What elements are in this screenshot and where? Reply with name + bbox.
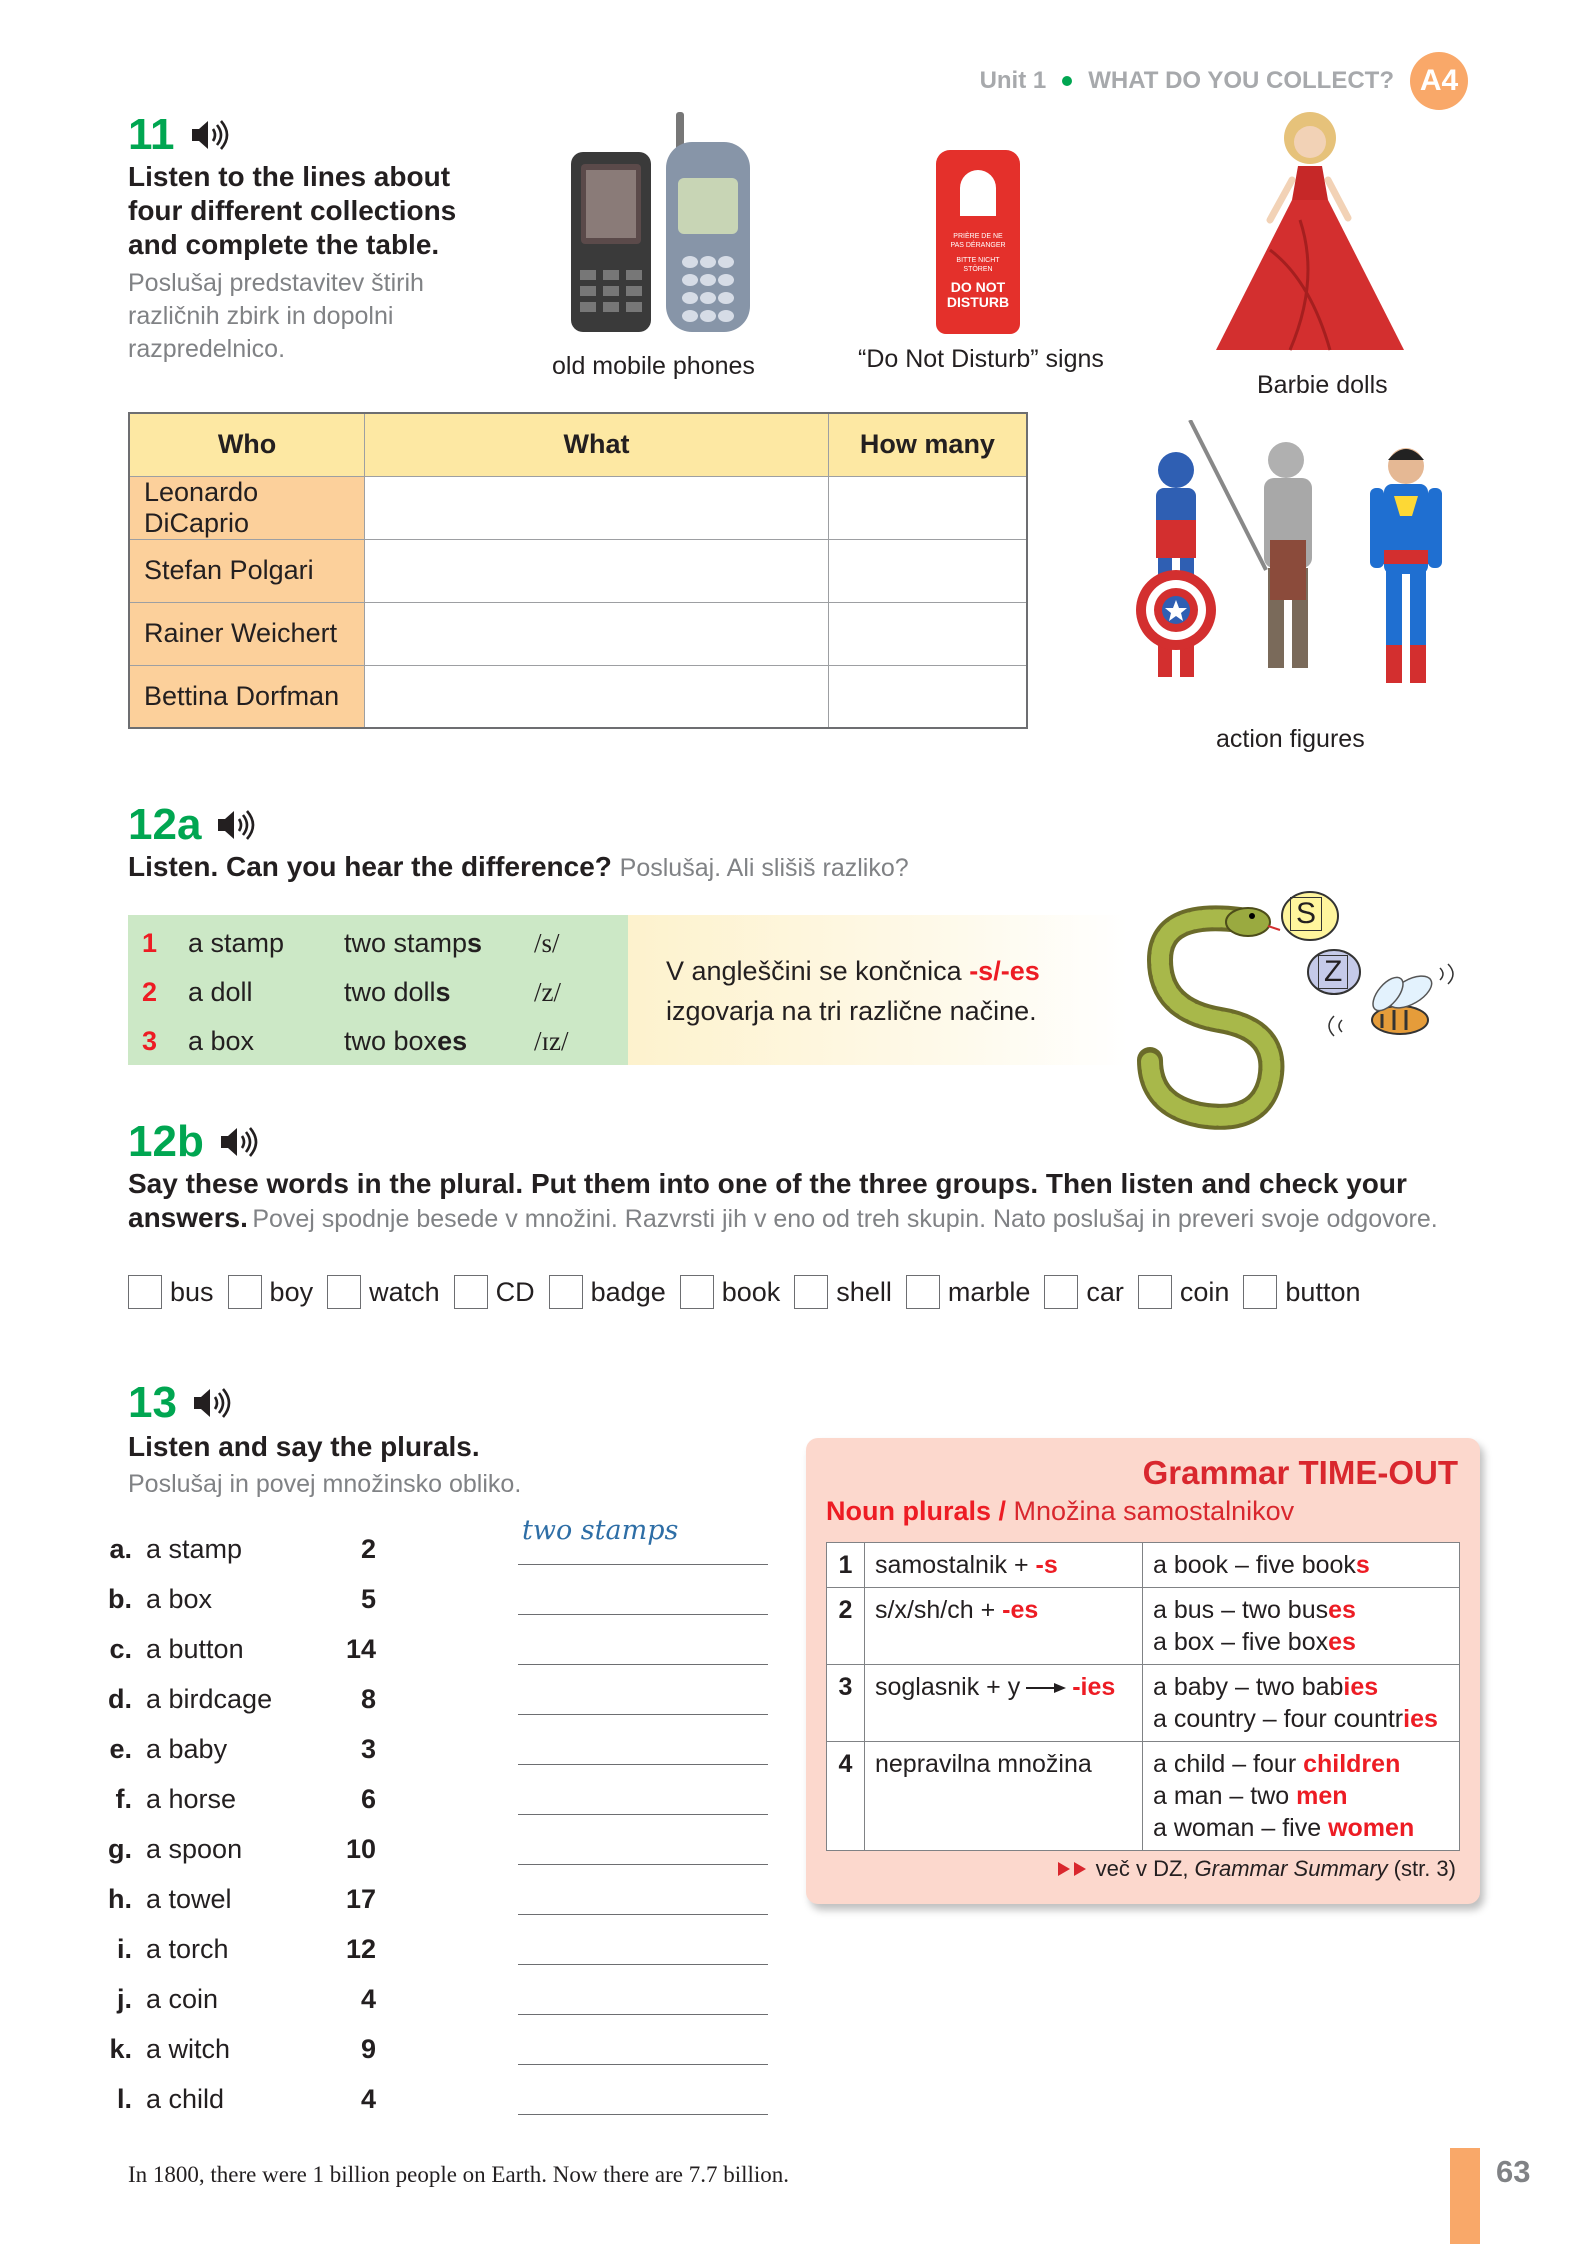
sound-row xyxy=(128,919,628,968)
caption-phones: old mobile phones xyxy=(552,352,755,380)
item-count: 4 xyxy=(360,1984,376,2014)
caption-signs: “Do Not Disturb” signs xyxy=(858,345,1104,373)
row-number: 3 xyxy=(142,1026,158,1056)
exercise-12a-instruction xyxy=(128,850,909,885)
item-letter: c. xyxy=(109,1634,132,1664)
translation-text: Povej spodnje besede v množini. Razvrsti jih v eno od treh skupin. Nato poslušaj in preveri svoje odgovore. xyxy=(252,1205,1438,1233)
list-item xyxy=(90,1565,376,1615)
item-count: 17 xyxy=(345,1884,376,1914)
item-letter: d. xyxy=(108,1684,132,1714)
rule-cell xyxy=(865,1543,1143,1588)
answer-line[interactable] xyxy=(518,1915,768,1965)
sound-rows xyxy=(128,915,628,1065)
sign-line: DISTURB xyxy=(946,294,1010,310)
word-option xyxy=(680,1275,781,1309)
sign-line: PAS DÉRANGER xyxy=(950,242,1006,249)
example-cell xyxy=(1143,1588,1460,1665)
answer-line[interactable] xyxy=(518,1615,768,1665)
page-edge-bar xyxy=(1450,2148,1480,2244)
checkbox[interactable] xyxy=(1044,1275,1078,1309)
checkbox[interactable] xyxy=(549,1275,583,1309)
do-not-disturb-sign-image xyxy=(936,150,1020,334)
item-letter: a. xyxy=(109,1534,132,1564)
checkbox[interactable] xyxy=(794,1275,828,1309)
grammar-title: Grammar TIME-OUT xyxy=(1142,1454,1458,1491)
answer-line[interactable] xyxy=(518,1815,768,1865)
example-line xyxy=(1153,1812,1449,1844)
example-ending: men xyxy=(1296,1782,1348,1810)
item-count: 9 xyxy=(360,2034,376,2064)
audio-speaker-icon[interactable] xyxy=(215,808,255,842)
list-item xyxy=(90,1715,376,1765)
example-ending: ies xyxy=(1343,1673,1379,1701)
list-item xyxy=(90,1765,376,1815)
rule-number: 2 xyxy=(827,1588,865,1665)
example-ending: es xyxy=(1328,1596,1356,1624)
word-label: watch xyxy=(369,1276,440,1307)
item-word: a baby xyxy=(146,1734,228,1764)
grammar-subtitle xyxy=(826,1496,1294,1527)
note-text: izgovarja na tri različne načine. xyxy=(666,996,1037,1026)
note-ending: -s/-es xyxy=(969,956,1040,986)
item-count: 3 xyxy=(360,1734,376,1764)
grammar-row xyxy=(827,1543,1460,1588)
how-many-cell[interactable] xyxy=(828,665,1027,728)
grammar-row xyxy=(827,1742,1460,1851)
rule-ending: -ies xyxy=(1072,1673,1116,1701)
exercise-11-translation xyxy=(128,267,488,366)
caption-dolls: Barbie dolls xyxy=(1257,371,1388,399)
word-option xyxy=(1138,1275,1230,1309)
item-word: a button xyxy=(146,1634,244,1664)
bubble-letter-s: S xyxy=(1290,897,1322,931)
list-item xyxy=(90,1665,376,1715)
list-item xyxy=(90,1515,376,1565)
checkbox[interactable] xyxy=(327,1275,361,1309)
example-text: a bus – two bus xyxy=(1153,1596,1329,1624)
example-line xyxy=(1153,1748,1449,1780)
example-ending: ies xyxy=(1403,1705,1438,1733)
table-row xyxy=(129,476,1027,539)
who-cell: Bettina Dorfman xyxy=(129,665,365,728)
answer-line[interactable] xyxy=(518,2015,768,2065)
example-text: a country – four countr xyxy=(1153,1705,1404,1733)
example-text: a book – five book xyxy=(1153,1551,1356,1579)
rule-ending: -es xyxy=(1002,1596,1039,1624)
checkbox[interactable] xyxy=(228,1275,262,1309)
example-ending: women xyxy=(1328,1814,1415,1842)
exercise-12b-heading xyxy=(128,1117,258,1167)
item-count: 2 xyxy=(360,1534,376,1564)
list-item xyxy=(90,1815,376,1865)
rule-cell xyxy=(865,1665,1143,1742)
word-option xyxy=(794,1275,892,1309)
list-item xyxy=(90,1965,376,2015)
example-ending: es xyxy=(1328,1628,1356,1656)
rule-ending: -s xyxy=(1035,1551,1058,1579)
bubble-letter-z: Z xyxy=(1318,955,1348,989)
more-reference: Grammar Summary xyxy=(1194,1856,1388,1881)
ipa-symbol: /ɪz/ xyxy=(534,1026,569,1056)
exercise-12a-heading xyxy=(128,800,255,850)
sound-row xyxy=(128,1017,628,1066)
instruction-text: Say these words in the plural. Put them into one of the three groups. Then listen and check your xyxy=(128,1168,1407,1199)
plural-ending: s xyxy=(435,977,451,1007)
rule-text: soglasnik + y xyxy=(875,1673,1021,1701)
example-text: a child – four xyxy=(1153,1750,1304,1778)
checkbox[interactable] xyxy=(1138,1275,1172,1309)
checkbox[interactable] xyxy=(906,1275,940,1309)
table-header-row xyxy=(129,413,1027,476)
exercise-number: 11 xyxy=(128,110,175,159)
section-title: WHAT DO YOU COLLECT? xyxy=(1088,67,1394,94)
word-label: badge xyxy=(590,1276,666,1307)
subtitle-sl: Množina samostalnikov xyxy=(1013,1496,1295,1526)
how-many-cell[interactable] xyxy=(828,476,1027,539)
item-word: a coin xyxy=(146,1984,219,2014)
singular-word: a stamp xyxy=(188,928,285,958)
exercise-13-heading xyxy=(128,1378,231,1428)
more-text: več v DZ, xyxy=(1095,1856,1189,1881)
example-line xyxy=(1153,1671,1449,1703)
what-cell[interactable] xyxy=(365,602,829,665)
word-label: CD xyxy=(495,1276,535,1307)
plural-word xyxy=(344,977,534,1008)
word-option xyxy=(549,1275,666,1309)
example-cell xyxy=(1143,1543,1460,1588)
list-item xyxy=(90,1615,376,1665)
footer-fact: In 1800, there were 1 billion people on Earth. Now there are 7.7 billion. xyxy=(128,2162,790,2187)
exercise-12b-instruction xyxy=(128,1167,1488,1240)
word-option xyxy=(128,1275,214,1309)
rule-number: 1 xyxy=(827,1543,865,1588)
singular-word: a doll xyxy=(188,977,253,1007)
checkbox[interactable] xyxy=(1243,1275,1277,1309)
plural-stem: two stamp xyxy=(344,928,468,958)
grammar-row xyxy=(827,1588,1460,1665)
col-header-how-many: How many xyxy=(828,413,1027,476)
item-letter: l. xyxy=(116,2084,132,2114)
item-word: a birdcage xyxy=(146,1684,273,1714)
plural-stem: two doll xyxy=(344,977,436,1007)
item-word: a spoon xyxy=(146,1834,243,1864)
instruction-line: four different collections xyxy=(128,195,457,226)
translation-line: Poslušaj predstavitev štirih xyxy=(128,269,424,297)
sign-hole xyxy=(960,170,996,216)
word-label: shell xyxy=(836,1276,892,1307)
ipa-symbol: /s/ xyxy=(534,928,560,958)
translation-line: razpredelnico. xyxy=(128,335,286,363)
unit-label: Unit 1 xyxy=(979,67,1047,94)
list-item xyxy=(90,1915,376,1965)
checkbox[interactable] xyxy=(454,1275,488,1309)
rule-cell xyxy=(865,1742,1143,1851)
sign-line: BITTE NICHT xyxy=(956,257,1000,264)
word-label: coin xyxy=(1179,1276,1230,1307)
rule-text: samostalnik + xyxy=(875,1551,1029,1579)
example-text: a baby – two bab xyxy=(1153,1673,1344,1701)
answer-line[interactable] xyxy=(518,1665,768,1715)
note-text: V angleščini se končnica xyxy=(666,956,962,986)
rule-number: 4 xyxy=(827,1742,865,1851)
item-letter: j. xyxy=(116,1984,132,2014)
grammar-more-link[interactable] xyxy=(1058,1856,1456,1882)
checkbox[interactable] xyxy=(680,1275,714,1309)
answer-line[interactable] xyxy=(518,1765,768,1815)
double-arrow-icon xyxy=(1058,1861,1090,1877)
word-option xyxy=(906,1275,1031,1309)
example-text: a box – five box xyxy=(1153,1628,1329,1656)
table-row xyxy=(129,602,1027,665)
item-count: 6 xyxy=(360,1784,376,1814)
col-header-what: What xyxy=(365,413,829,476)
item-letter: k. xyxy=(109,2034,132,2064)
table-row xyxy=(129,665,1027,728)
subtitle-en: Noun plurals / xyxy=(826,1496,1007,1526)
item-word: a towel xyxy=(146,1884,232,1914)
exercise-number: 12b xyxy=(128,1117,204,1166)
rule-text: nepravilna množina xyxy=(875,1750,1092,1778)
rule-cell xyxy=(865,1588,1143,1665)
rule-number: 3 xyxy=(827,1665,865,1742)
pronunciation-note xyxy=(628,915,1128,1065)
collections-table xyxy=(128,412,1028,729)
sound-row xyxy=(128,968,628,1017)
exercise-11-heading xyxy=(128,110,229,160)
word-option xyxy=(1044,1275,1124,1309)
word-option xyxy=(327,1275,440,1309)
word-label: button xyxy=(1285,1276,1361,1307)
page-header xyxy=(980,52,1468,110)
row-number: 1 xyxy=(142,928,158,958)
item-letter: g. xyxy=(108,1834,132,1864)
action-figures-image xyxy=(1096,420,1476,720)
word-label: bus xyxy=(170,1276,214,1307)
example-cell xyxy=(1143,1665,1460,1742)
table-row xyxy=(129,539,1027,602)
bullet-dot xyxy=(1062,76,1072,86)
word-label: car xyxy=(1086,1276,1124,1307)
item-word: a child xyxy=(146,2084,225,2114)
item-word: a witch xyxy=(146,2034,231,2064)
audio-speaker-icon[interactable] xyxy=(189,118,229,152)
example-line xyxy=(1153,1626,1449,1658)
what-cell[interactable] xyxy=(365,539,829,602)
item-word: a horse xyxy=(146,1784,237,1814)
audio-speaker-icon[interactable] xyxy=(191,1386,231,1420)
how-many-cell[interactable] xyxy=(828,539,1027,602)
col-header-who: Who xyxy=(129,413,365,476)
item-letter: f. xyxy=(115,1784,132,1814)
grammar-rules-table xyxy=(826,1542,1460,1851)
word-option xyxy=(228,1275,314,1309)
item-letter: e. xyxy=(109,1734,132,1764)
item-count: 12 xyxy=(345,1934,376,1964)
translation-text: Poslušaj. Ali slišiš razliko? xyxy=(619,854,909,882)
item-count: 4 xyxy=(360,2084,376,2114)
item-count: 5 xyxy=(360,1584,376,1614)
exercise-11-instruction xyxy=(128,160,488,262)
item-letter: i. xyxy=(116,1934,132,1964)
plural-ending: es xyxy=(437,1026,468,1056)
sign-text xyxy=(936,232,1020,310)
translation-line: različnih zbirk in dopolni xyxy=(128,302,394,330)
example-line xyxy=(1153,1549,1449,1581)
answer-line[interactable] xyxy=(518,1515,768,1565)
row-number: 2 xyxy=(142,977,158,1007)
who-cell: Stefan Polgari xyxy=(129,539,365,602)
word-option xyxy=(1243,1275,1360,1309)
plural-stem: two box xyxy=(344,1026,438,1056)
handwritten-answer: two stamps xyxy=(522,1515,679,1546)
example-ending: s xyxy=(1355,1551,1370,1579)
word-option xyxy=(454,1275,535,1309)
example-text: a woman – five xyxy=(1153,1814,1329,1842)
plurals-list xyxy=(90,1515,790,2115)
page-number: 63 xyxy=(1496,2154,1531,2189)
sign-line: DO NOT xyxy=(950,279,1006,295)
ipa-symbol: /z/ xyxy=(534,977,561,1007)
answer-line[interactable] xyxy=(518,1715,768,1765)
word-label: boy xyxy=(269,1276,314,1307)
instruction-text: answers. xyxy=(128,1202,248,1233)
more-page: (str. 3) xyxy=(1393,1856,1456,1881)
example-line xyxy=(1153,1703,1449,1735)
barbie-doll-image xyxy=(1200,110,1410,360)
word-label: marble xyxy=(947,1276,1031,1307)
who-cell: Rainer Weichert xyxy=(129,602,365,665)
sound-table xyxy=(128,915,1128,1065)
example-line xyxy=(1153,1780,1449,1812)
plural-ending: s xyxy=(467,928,483,958)
list-item xyxy=(90,2015,376,2065)
plural-word xyxy=(344,928,534,959)
arrow-right-icon xyxy=(1024,1682,1068,1694)
grammar-row xyxy=(827,1665,1460,1742)
singular-word: a box xyxy=(188,1026,255,1056)
answer-line[interactable] xyxy=(518,1565,768,1615)
sign-line: STÖREN xyxy=(963,266,993,273)
grammar-box xyxy=(806,1438,1480,1904)
answer-line[interactable] xyxy=(518,2065,768,2115)
item-word: a stamp xyxy=(146,1534,243,1564)
item-count: 14 xyxy=(345,1634,376,1664)
instruction-line: and complete the table. xyxy=(128,229,440,260)
item-word: a torch xyxy=(146,1934,229,1964)
how-many-cell[interactable] xyxy=(828,602,1027,665)
what-cell[interactable] xyxy=(365,665,829,728)
instruction-text: Listen. Can you hear the difference? xyxy=(128,851,612,882)
audio-speaker-icon[interactable] xyxy=(218,1125,258,1159)
instruction-line: Listen to the lines about xyxy=(128,161,451,192)
plural-word xyxy=(344,1026,534,1057)
item-count: 8 xyxy=(360,1684,376,1714)
example-line xyxy=(1153,1594,1449,1626)
item-word: a box xyxy=(146,1584,213,1614)
who-cell: Leonardo DiCaprio xyxy=(129,476,365,539)
mobile-phones-image xyxy=(566,112,756,336)
item-count: 10 xyxy=(345,1834,376,1864)
exercise-13-instruction: Listen and say the plurals. xyxy=(128,1431,480,1462)
example-ending: children xyxy=(1303,1750,1401,1778)
exercise-number: 13 xyxy=(128,1378,177,1427)
caption-figures: action figures xyxy=(1216,725,1365,753)
list-item xyxy=(90,1865,376,1915)
word-label: book xyxy=(721,1276,781,1307)
word-checkboxes xyxy=(128,1275,1374,1309)
checkbox[interactable] xyxy=(128,1275,162,1309)
exercise-number: 12a xyxy=(128,800,202,849)
item-letter: b. xyxy=(108,1584,132,1614)
example-text: a man – two xyxy=(1153,1782,1297,1810)
list-item xyxy=(90,2065,376,2115)
rule-text: s/x/sh/ch + xyxy=(875,1596,996,1624)
lesson-badge: A4 xyxy=(1410,52,1468,110)
example-cell xyxy=(1143,1742,1460,1851)
item-letter: h. xyxy=(108,1884,132,1914)
answer-line[interactable] xyxy=(518,1965,768,2015)
answer-line[interactable] xyxy=(518,1865,768,1915)
exercise-13-translation: Poslušaj in povej množinsko obliko. xyxy=(128,1470,522,1498)
what-cell[interactable] xyxy=(365,476,829,539)
sign-line: PRIÈRE DE NE xyxy=(953,233,1003,240)
